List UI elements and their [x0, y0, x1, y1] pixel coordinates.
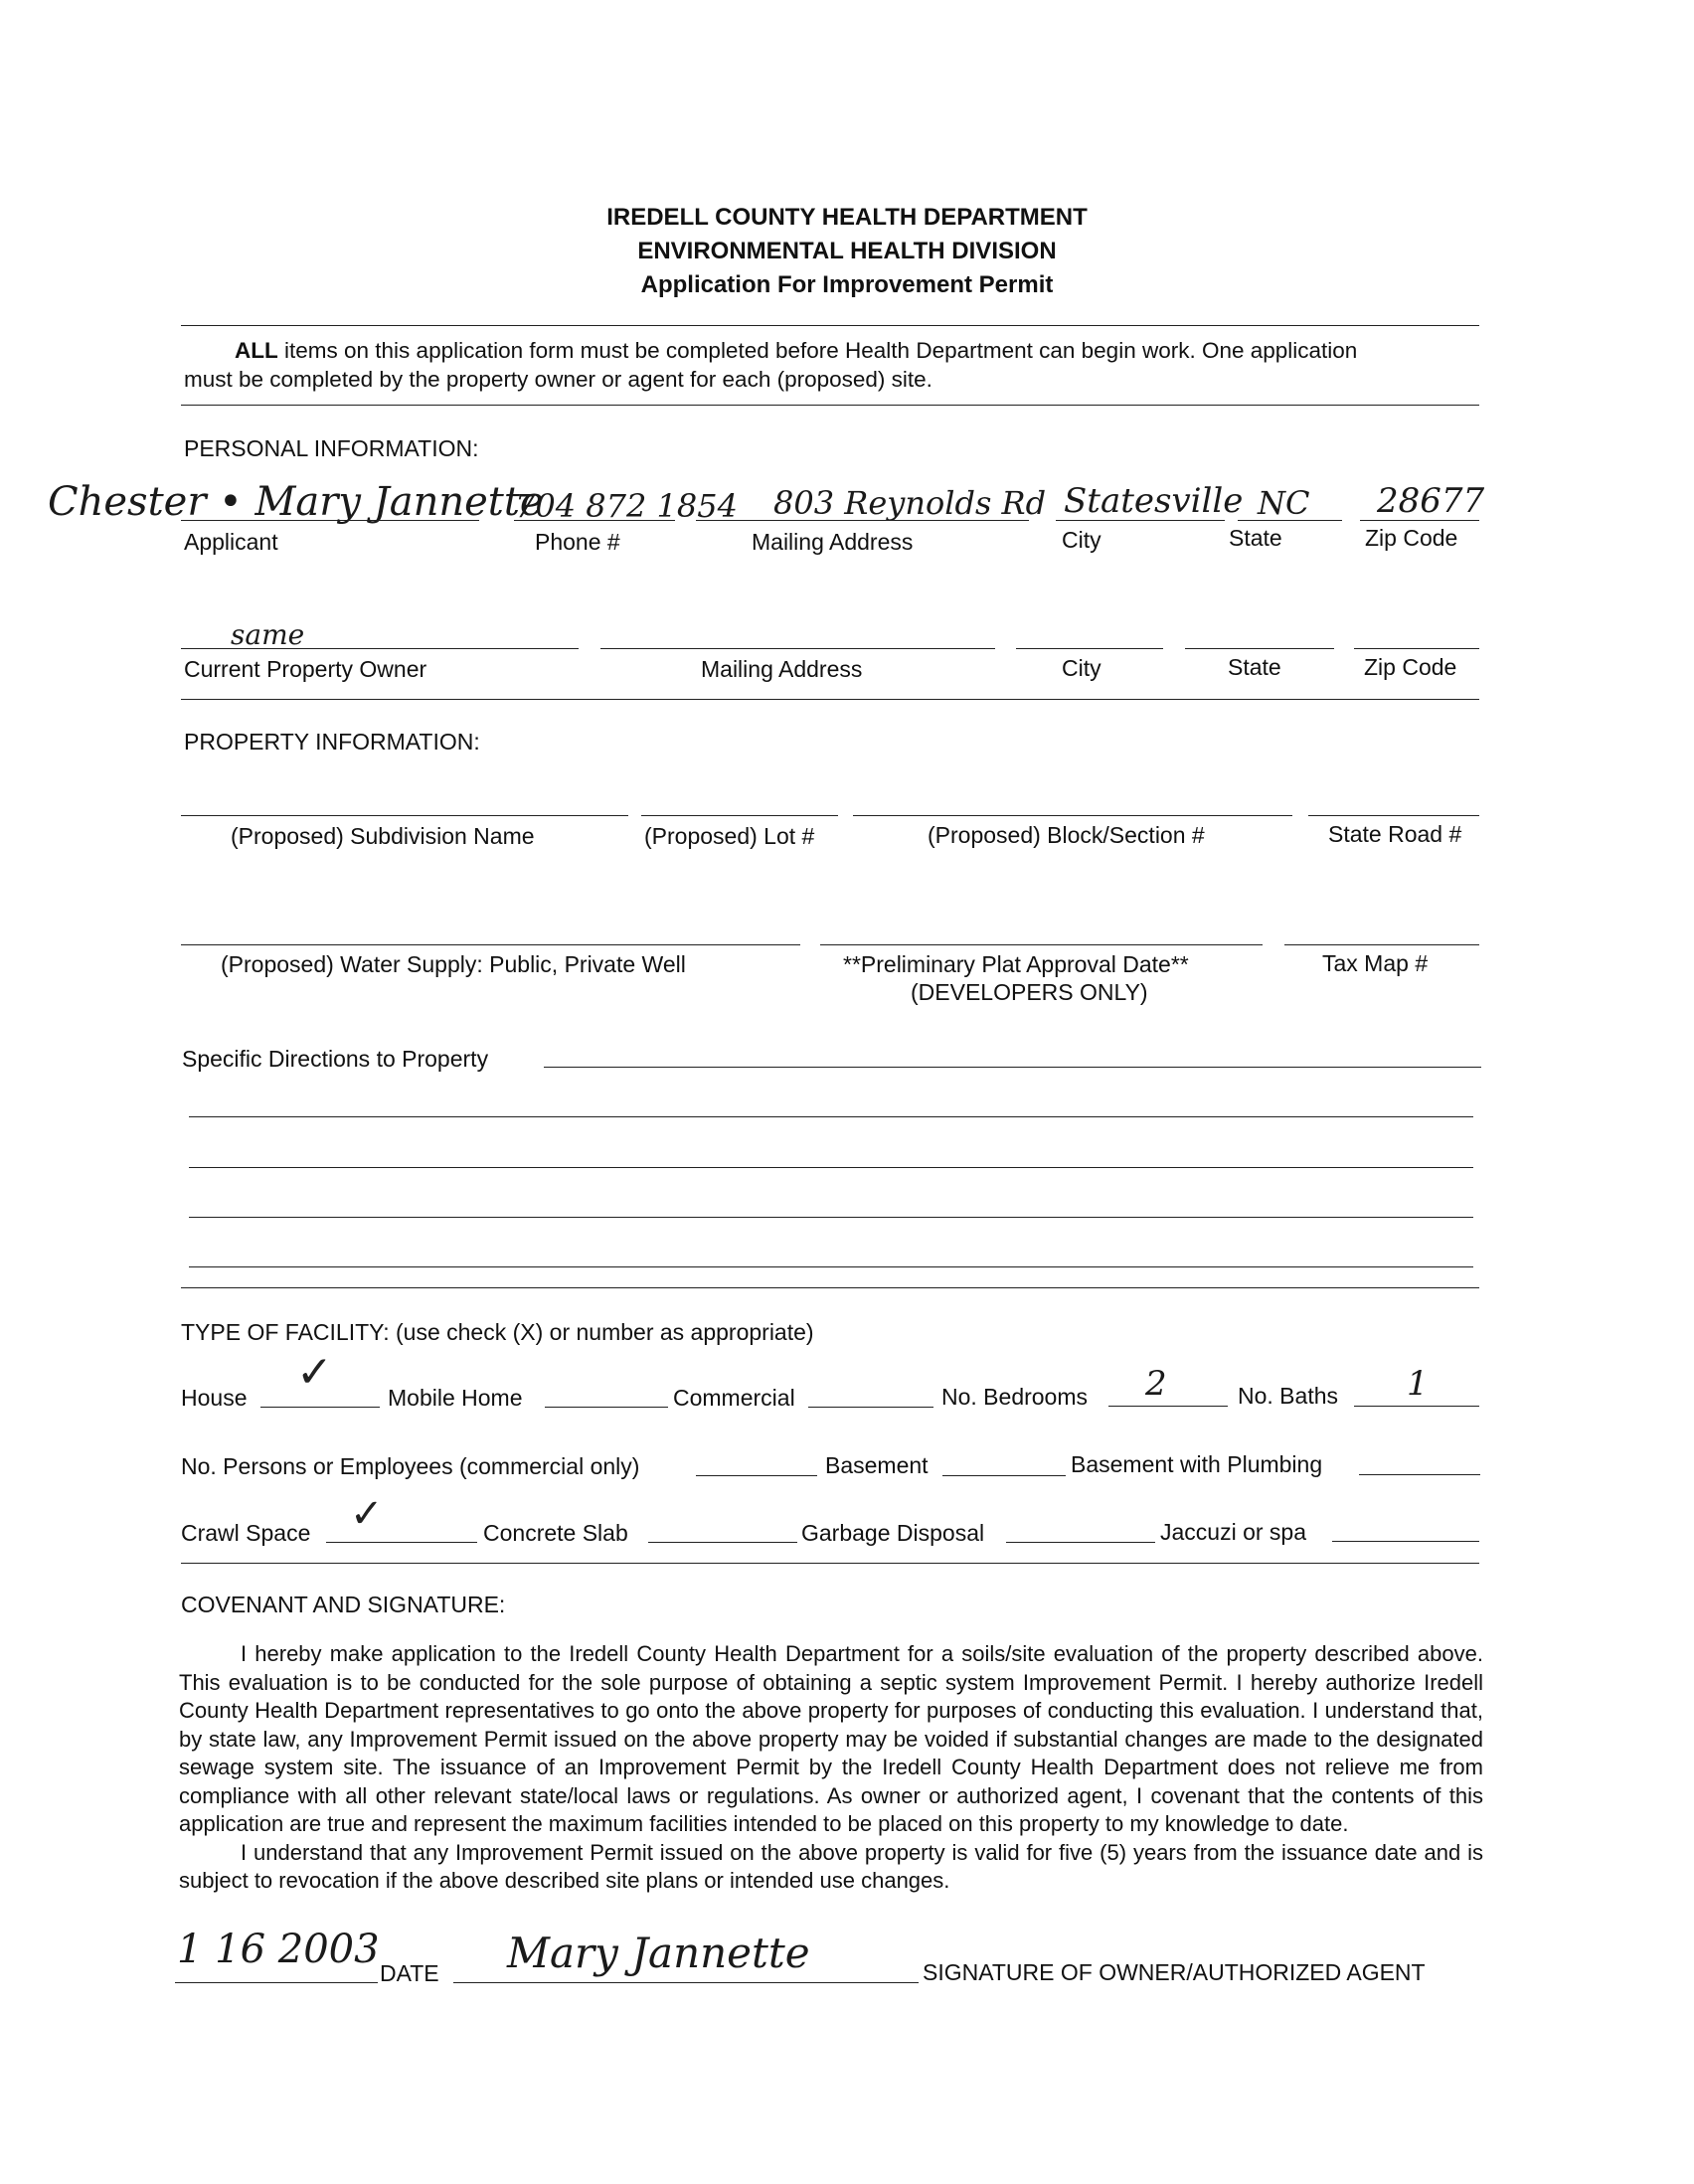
personal-heading: PERSONAL INFORMATION: — [184, 435, 479, 461]
jacuzzi-label: Jaccuzi or spa — [1160, 1519, 1307, 1545]
slab-label: Concrete Slab — [483, 1520, 628, 1546]
water-label: (Proposed) Water Supply: Public, Private Well — [221, 951, 686, 977]
owner-zip-line — [1354, 648, 1479, 649]
crawl-check: ✓ — [350, 1491, 384, 1537]
facility-heading: TYPE OF FACILITY: (use check (X) or number as appropriate) — [181, 1319, 814, 1345]
owner-value: same — [231, 618, 305, 651]
owner-label: Current Property Owner — [184, 656, 427, 682]
signature-label: SIGNATURE OF OWNER/AUTHORIZED AGENT — [923, 1959, 1426, 1985]
date-value: 1 16 2003 — [177, 1927, 380, 1972]
directions-line-2 — [189, 1116, 1473, 1117]
house-label: House — [181, 1385, 248, 1411]
city-value: Statesville — [1064, 481, 1244, 521]
phone-line — [514, 520, 675, 521]
lot-line — [641, 815, 838, 816]
persons-line — [696, 1475, 817, 1476]
zip-label: Zip Code — [1365, 525, 1458, 551]
mailing-line — [696, 520, 1029, 521]
directions-line-4 — [189, 1217, 1473, 1218]
baths-line — [1354, 1406, 1479, 1407]
zip-line — [1360, 520, 1479, 521]
bedrooms-line — [1108, 1406, 1228, 1407]
state-road-line — [1308, 815, 1479, 816]
zip-value: 28677 — [1377, 481, 1485, 521]
intro-bold: ALL — [235, 338, 278, 363]
baths-label: No. Baths — [1238, 1383, 1338, 1409]
city-label: City — [1062, 527, 1101, 553]
mailing-label: Mailing Address — [752, 529, 914, 555]
plat-label: **Preliminary Plat Approval Date** — [843, 951, 1189, 977]
directions-label: Specific Directions to Property — [182, 1046, 489, 1072]
division-title: ENVIRONMENTAL HEALTH DIVISION — [637, 238, 1057, 264]
form-title: Application For Improvement Permit — [640, 271, 1054, 298]
mobile-line — [545, 1407, 668, 1408]
bedrooms-label: No. Bedrooms — [941, 1384, 1089, 1410]
plat-sub-label: (DEVELOPERS ONLY) — [911, 979, 1148, 1005]
intro-text: items on this application form must be completed before Health Department can begin work. One application — [277, 338, 1358, 363]
directions-line-1 — [544, 1067, 1481, 1068]
dept-title: IREDELL COUNTY HEALTH DEPARTMENT — [606, 204, 1088, 231]
phone-value: 704 872 1854 — [515, 487, 738, 525]
jacuzzi-line — [1332, 1541, 1479, 1542]
water-line — [181, 944, 800, 945]
rule-property — [181, 1287, 1479, 1288]
baths-value: 1 — [1407, 1364, 1429, 1404]
owner-city-line — [1016, 648, 1163, 649]
bedrooms-value: 2 — [1145, 1364, 1167, 1404]
basement-plumbing-line — [1359, 1474, 1480, 1475]
phone-label: Phone # — [535, 529, 620, 555]
date-line — [175, 1982, 378, 1983]
rule-facility — [181, 1563, 1479, 1564]
state-label: State — [1229, 525, 1282, 551]
tax-map-line — [1284, 944, 1479, 945]
slab-line — [648, 1542, 797, 1543]
tax-map-label: Tax Map # — [1322, 950, 1429, 976]
garbage-line — [1006, 1542, 1155, 1543]
mobile-label: Mobile Home — [388, 1385, 523, 1411]
block-label: (Proposed) Block/Section # — [928, 822, 1205, 848]
persons-label: No. Persons or Employees (commercial only) — [181, 1453, 640, 1479]
mailing-value: 803 Reynolds Rd — [773, 484, 1047, 522]
garbage-label: Garbage Disposal — [801, 1520, 985, 1546]
applicant-line — [181, 520, 479, 521]
block-line — [853, 815, 1292, 816]
house-line — [260, 1407, 380, 1408]
signature-line — [453, 1982, 919, 1983]
state-value: NC — [1258, 484, 1310, 522]
covenant-paragraph-1: I hereby make application to the Iredell County Health Department for a soils/site evaluation of the property described above. This evaluation is to be conducted for the sole purpose of obtaining a septic system Improvement Permit. I hereby authorize Iredell County Health Department representatives to go onto the above property for purposes of conducting this evaluation. I understand that, by state law, any Improvement Permit issued on the above property may be voided if substantial changes are made to the designated sewage system site. The issuance of an Improvement Permit by the Iredell County Health Department does not relieve me from compliance with all other relevant state/local laws or regulations. As owner or authorized agent, I covenant that the contents of this application are true and represent the maximum facilities intended to be placed on this property to my knowledge to date. — [179, 1641, 1483, 1836]
intro-line1 — [235, 338, 1357, 364]
owner-mailing-line — [600, 648, 995, 649]
basement-plumbing-label: Basement with Plumbing — [1071, 1451, 1323, 1477]
basement-line — [942, 1475, 1066, 1476]
subdivision-line — [181, 815, 628, 816]
owner-line — [181, 648, 579, 649]
city-line — [1056, 520, 1225, 521]
intro-line2: must be completed by the property owner or agent for each (proposed) site. — [184, 367, 932, 392]
crawl-line — [326, 1542, 477, 1543]
rule-personal — [181, 699, 1479, 700]
plat-line — [820, 944, 1263, 945]
rule-top — [181, 325, 1479, 326]
state-line — [1238, 520, 1342, 521]
covenant-text — [179, 1640, 1483, 1896]
owner-city-label: City — [1062, 655, 1101, 681]
applicant-value: Chester • Mary Jannette — [48, 479, 544, 525]
signature-value: Mary Jannette — [507, 1929, 810, 1977]
commercial-label: Commercial — [673, 1385, 795, 1411]
covenant-heading: COVENANT AND SIGNATURE: — [181, 1592, 506, 1617]
house-check: ✓ — [296, 1347, 333, 1398]
applicant-label: Applicant — [184, 529, 278, 555]
owner-zip-label: Zip Code — [1364, 654, 1457, 680]
directions-line-3 — [189, 1167, 1473, 1168]
rule-intro — [181, 405, 1479, 406]
commercial-line — [808, 1407, 933, 1408]
owner-state-label: State — [1228, 654, 1281, 680]
owner-state-line — [1185, 648, 1334, 649]
owner-mailing-label: Mailing Address — [701, 656, 863, 682]
directions-line-5 — [189, 1266, 1473, 1267]
covenant-paragraph-2: I understand that any Improvement Permit issued on the above property is valid for five (5) years from the issuance date and is subject to revocation if the above described site plans or intended use changes. — [179, 1839, 1483, 1893]
basement-label: Basement — [825, 1452, 929, 1478]
property-heading: PROPERTY INFORMATION: — [184, 729, 480, 755]
subdivision-label: (Proposed) Subdivision Name — [231, 823, 535, 849]
crawl-label: Crawl Space — [181, 1520, 311, 1546]
state-road-label: State Road # — [1328, 821, 1462, 847]
date-label: DATE — [380, 1960, 439, 1986]
lot-label: (Proposed) Lot # — [644, 823, 815, 849]
